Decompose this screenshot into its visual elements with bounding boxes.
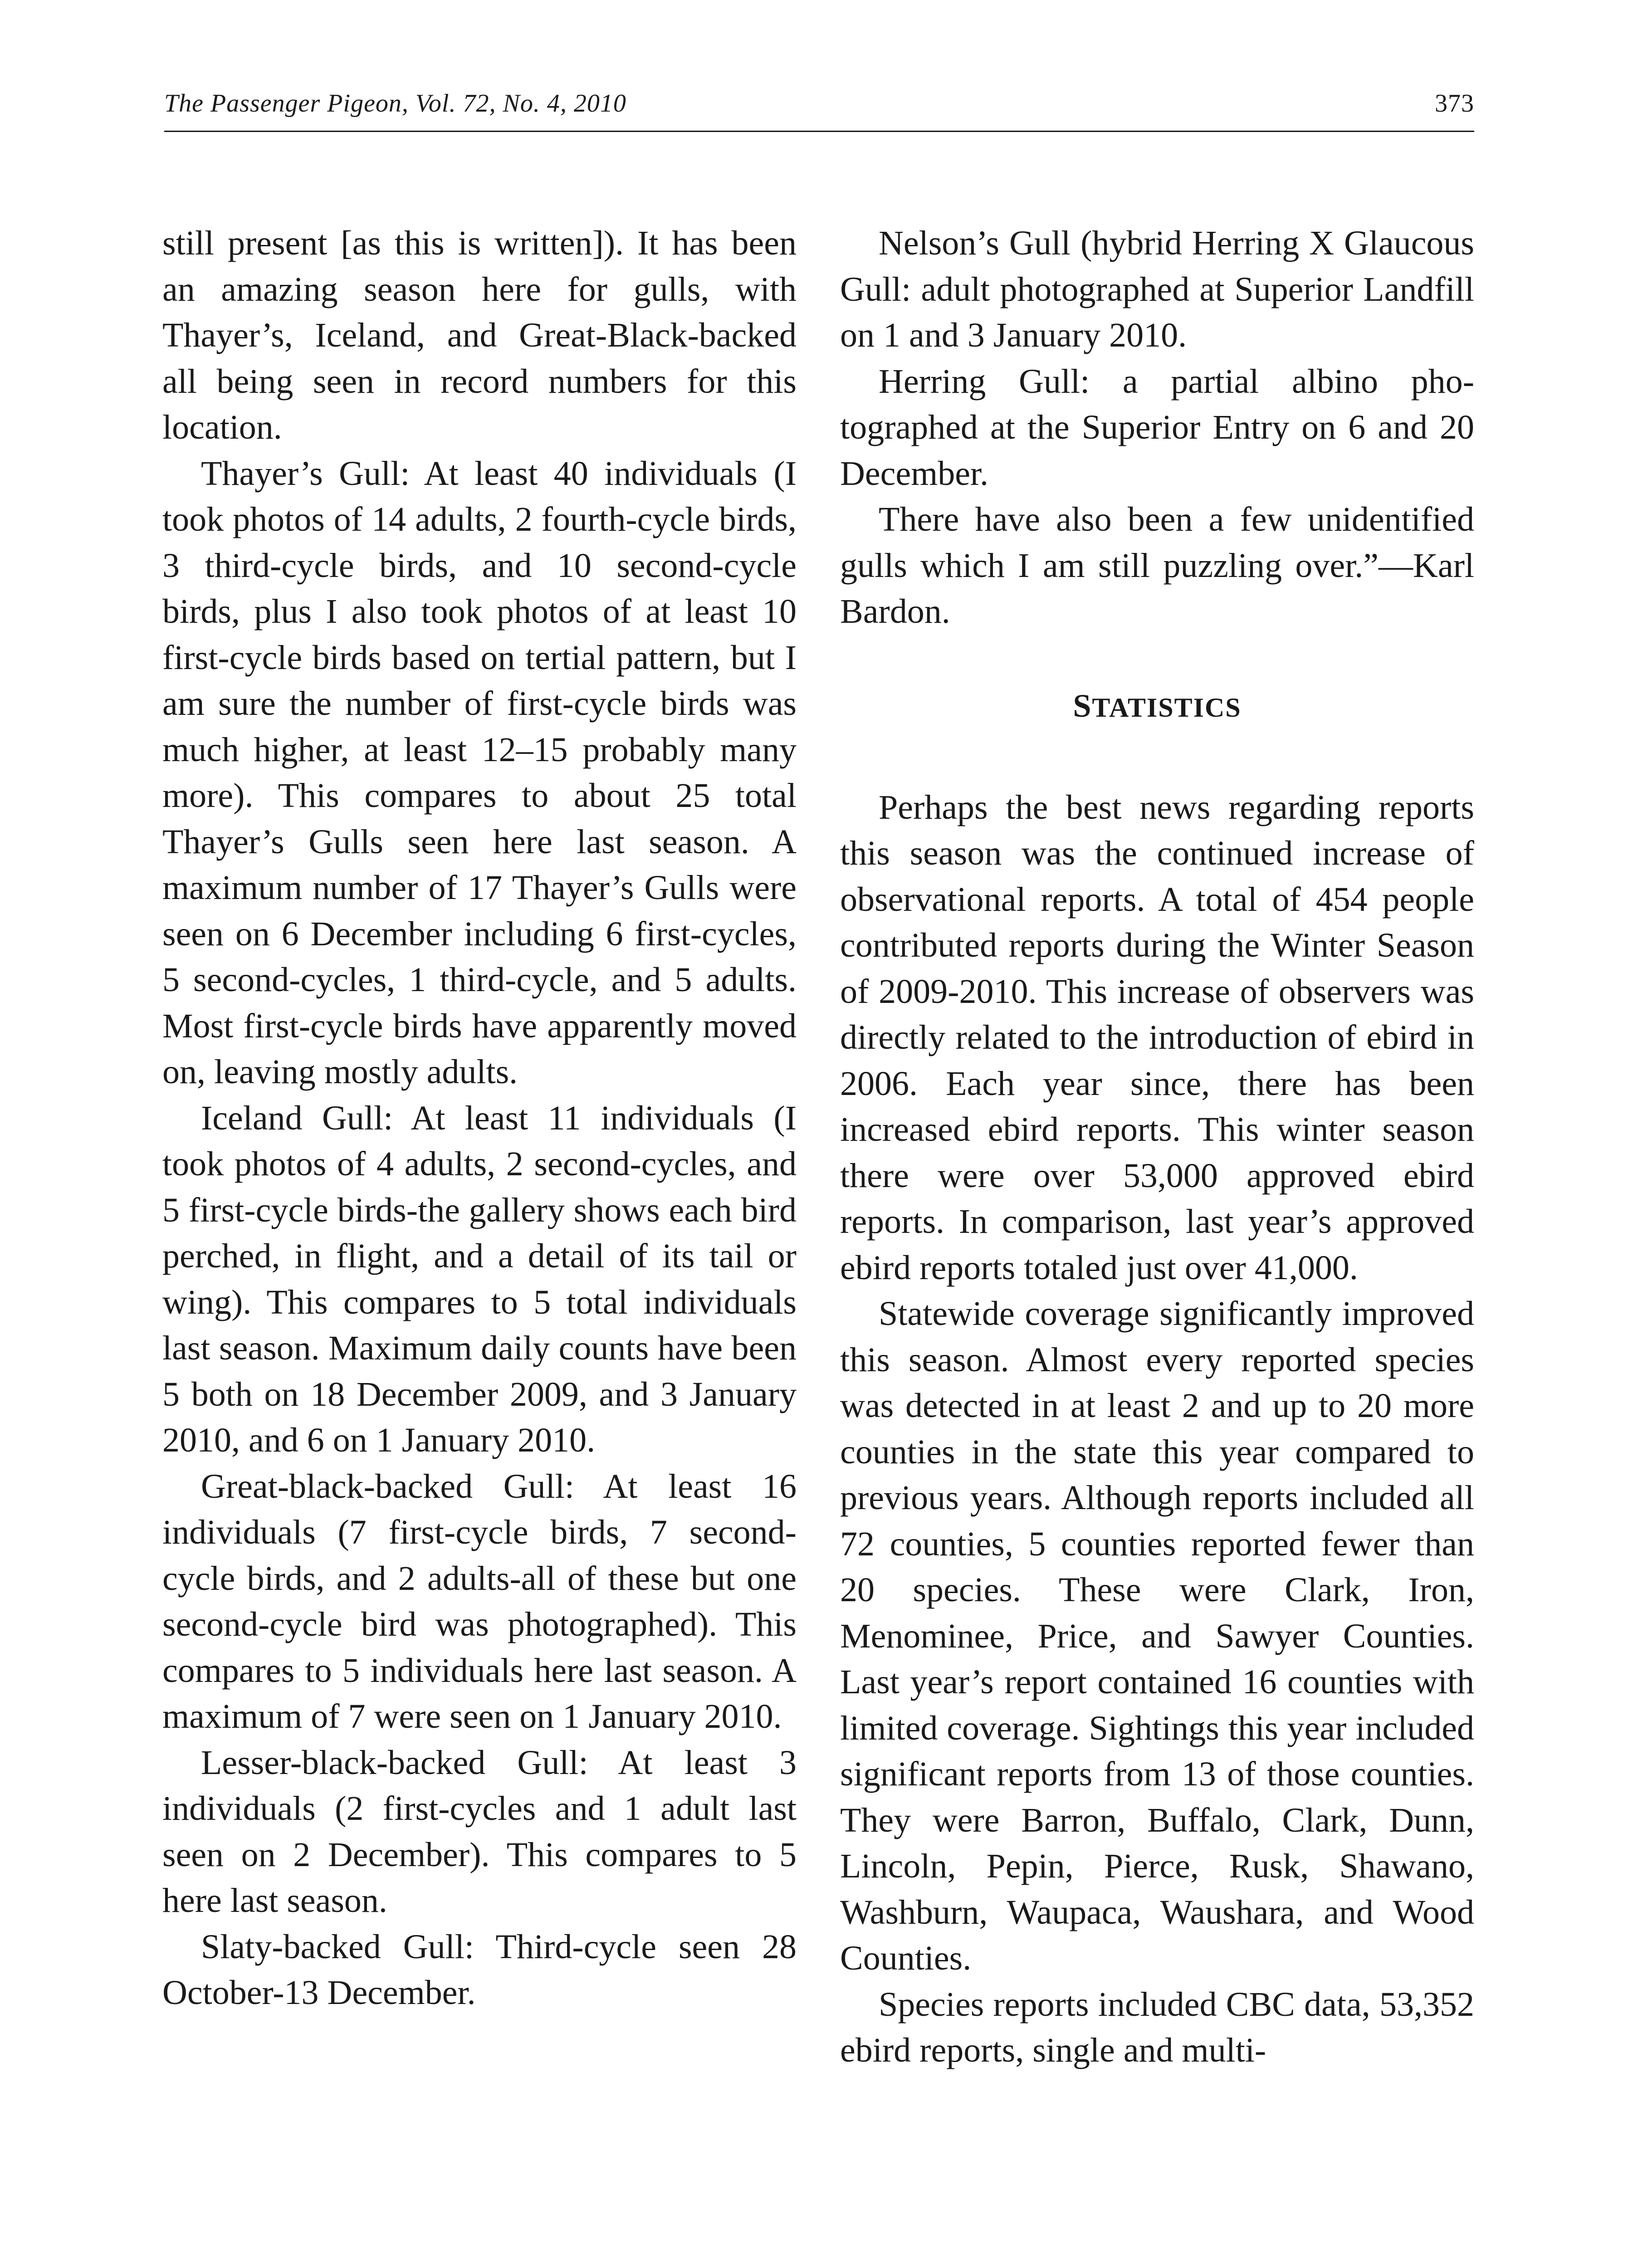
slaty-backed-gull-paragraph: Slaty-backed Gull: Third-cycle seen 28 October-13 December. bbox=[162, 1927, 797, 2012]
unidentified-gulls-paragraph: There have also been a few unidentified gulls which I am still puzzling over.”—Karl Bardon. bbox=[840, 500, 1474, 631]
iceland-gull-paragraph: Iceland Gull: At least 11 individuals (I took photos of 4 adults, 2 second-cycles, and 5 first-cycle birds-the gallery shows each bird perched, in flight, and a detail of its tail or wing). This compares to 5 total individuals last season. Maximum daily counts have been 5 both on 18 December 2009, and 3 January 2010, and 6 on 1 January 2010. bbox=[162, 1099, 797, 1459]
left-column bbox=[162, 220, 797, 2016]
nelsons-gull-paragraph: Nelson’s Gull (hybrid Herring X Glaucous Gull: adult photographed at Superior Landfill on 1 and 3 January 2010. bbox=[840, 224, 1474, 354]
herring-gull-paragraph: Herring Gull: a partial albino photographed at the Superior Entry on 6 and 20 December. bbox=[840, 362, 1474, 493]
statewide-coverage-paragraph: Statewide coverage significantly improved this season. Almost every reported species was detected in at least 2 and up to 20 more counties in the state this year compared to previous years. Although reports included all 72 counties, 5 counties reported fewer than 20 species. These were Clark, Iron, Menominee, Price, and Sawyer Counties. Last year’s report contained 16 counties with limited coverage. Sightings this year included significant reports from 13 of those counties. They were Barron, Buffalo, Clark, Dunn, Lincoln, Pepin, Pierce, Rusk, Shawano, Washburn, Waupaca, Waushara, and Wood Counties. bbox=[840, 1295, 1474, 1977]
journal-citation: The Passenger Pigeon, Vol. 72, No. 4, 2010 bbox=[164, 89, 626, 117]
species-reports-paragraph: Species reports included CBC data, 53,352 ebird reports, single and multi- bbox=[840, 1985, 1474, 2069]
section-heading-statistics bbox=[840, 688, 1474, 726]
page-number: 373 bbox=[1435, 89, 1474, 117]
lesser-black-backed-gull-paragraph: Lesser-black-backed Gull: At least 3 individuals (2 first-cycles and 1 adult last seen on 2 December). This compares to 5 here last season. bbox=[162, 1743, 797, 1920]
section-heading-rest: TATISTICS bbox=[1092, 692, 1242, 723]
right-column bbox=[840, 220, 1474, 2074]
great-black-backed-gull-paragraph: Great-black-backed Gull: At least 16 individuals (7 first-cycle birds, 7 second-cycle birds, and 2 adults-all of these but one second-cycle bird was photographed). This compares to 5 individuals here last season. A maximum of 7 were seen on 1 January 2010. bbox=[162, 1467, 797, 1735]
section-heading-initial: S bbox=[1073, 687, 1092, 724]
running-header bbox=[164, 86, 1474, 132]
thayers-gull-paragraph: Thayer’s Gull: At least 40 individuals (I took photos of 14 adults, 2 fourth-cycle birds, 3 third-cycle birds, and 10 second-cycle birds, plus I also took photos of at least 10 first-cycle birds based on tertial pattern, but I am sure the number of first-cycle birds was much higher, at least 12–15 probably many more). This compares to about 25 total Thayer’s Gulls seen here last season. A maximum number of 17 Thayer’s Gulls were seen on 6 December including 6 first-cycles, 5 second-cycles, 1 third-cycle, and 5 adults. Most first-cycle birds have apparently moved on, leaving mostly adults. bbox=[162, 454, 797, 1091]
observer-reports-paragraph: Perhaps the best news regarding reports this season was the continued increase of observational reports. A total of 454 people contributed reports during the Winter Season of 2009-2010. This increase of observers was directly related to the introduction of ebird in 2006. Each year since, there has been increased ebird reports. This winter season there were over 53,000 approved ebird reports. In comparison, last year’s approved ebird reports totaled just over 41,000. bbox=[840, 788, 1474, 1287]
continued-paragraph: still present [as this is written]). It has been an amazing season here for gulls, with Thayer’s, Iceland, and Great-Black-backed all being seen in record numbers for this location. bbox=[162, 224, 797, 446]
